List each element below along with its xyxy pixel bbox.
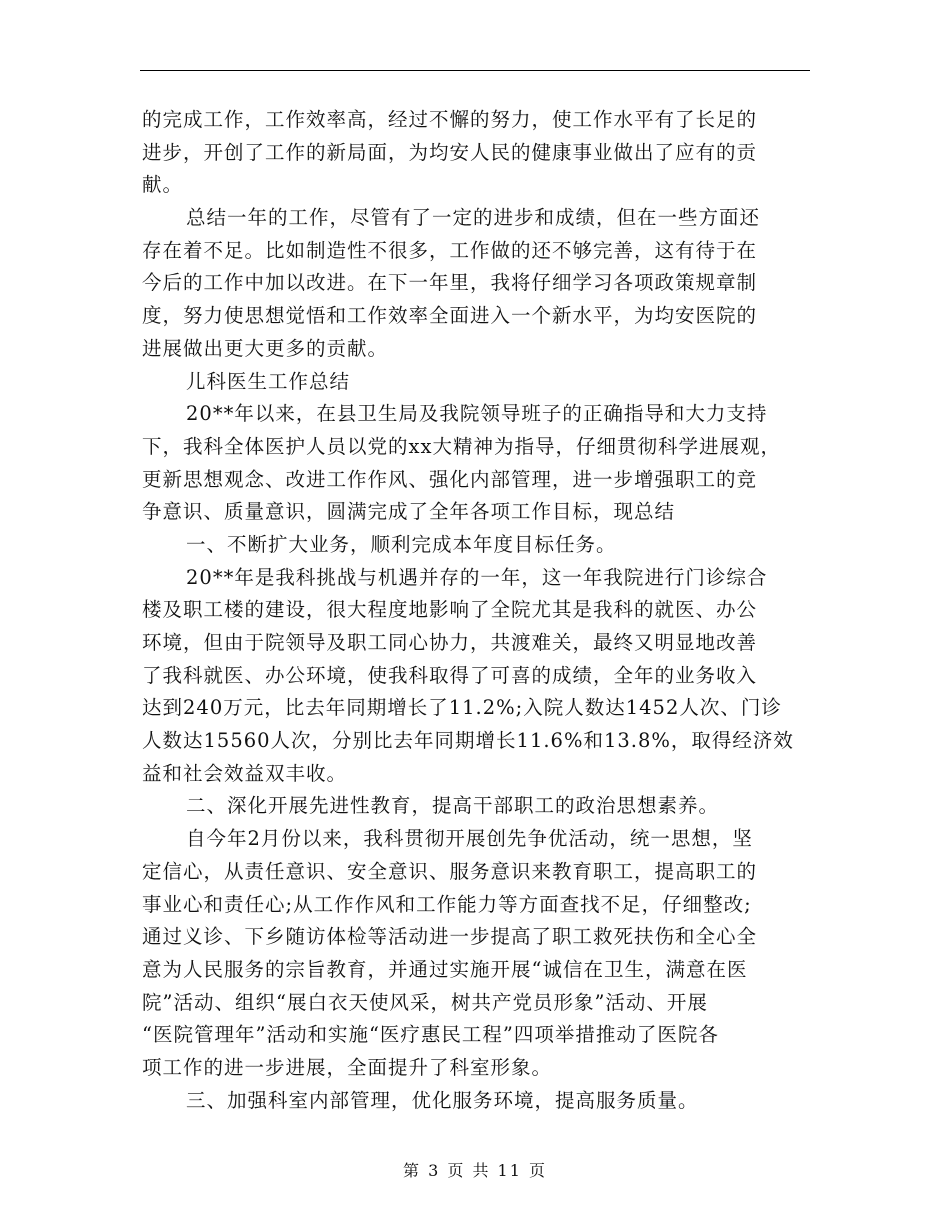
text-line: 总结一年的工作，尽管有了一定的进步和成绩，但在一些方面还	[186, 206, 761, 230]
text-line: 通过义诊、下乡随访体检等活动进一步提高了职工救死扶伤和全心全	[142, 925, 758, 949]
text-line: 事业心和责任心;从工作作风和工作能力等方面查找不足，仔细整改;	[142, 892, 752, 916]
text-line: 献。	[142, 173, 184, 197]
text-line: 进步，开创了工作的新局面，为均安人民的健康事业做出了应有的贡	[142, 140, 758, 164]
text-line: 自今年2月份以来，我科贯彻开展创先争优活动，统一思想，坚	[186, 827, 753, 851]
text-line: 20**年是我科挑战与机遇并存的一年，这一年我院进行门诊综合	[186, 565, 768, 589]
text-line: 争意识、质量意识，圆满完成了全年各项工作目标，现总结	[142, 500, 676, 524]
text-line: 三、加强科室内部管理，优化服务环境，提高服务质量。	[186, 1088, 699, 1112]
page-footer: 第 3 页 共 11 页	[403, 1161, 547, 1180]
text-line: 环境，但由于院领导及职工同心协力，共渡难关，最终又明显地改善	[142, 631, 758, 654]
text-line: 意为人民服务的宗旨教育，并通过实施开展“诚信在卫生，满意在医	[142, 957, 748, 981]
text-line: 一、不断扩大业务，顺利完成本年度目标任务。	[186, 532, 617, 556]
text-line: 达到240万元，比去年同期增长了11.2%;入院人数达1452人次、门诊	[142, 696, 782, 720]
text-line: 存在着不足。比如制造性不很多，工作做的还不够完善，这有待于在	[142, 238, 758, 262]
text-line: 项工作的进一步进展，全面提升了科室形象。	[142, 1055, 553, 1079]
text-line: 进展做出更大更多的贡献。	[142, 336, 389, 360]
text-line: 院”活动、组织“展白衣天使风采，树共产党员形象”活动、开展	[142, 990, 708, 1014]
text-line: “医院管理年”活动和实施“医疗惠民工程”四项举措推动了医院各	[142, 1023, 719, 1047]
text-line: 人数达15560人次，分别比去年同期增长11.6%和13.8%，取得经济效	[142, 729, 794, 753]
text-line: 益和社会效益双丰收。	[142, 761, 348, 785]
text-line: 度，努力使思想觉悟和工作效率全面进入一个新水平，为均安医院的	[142, 304, 758, 328]
document-body	[142, 104, 810, 1117]
text-line: 20**年以来，在县卫生局及我院领导班子的正确指导和大力支持	[186, 402, 768, 426]
text-line: 楼及职工楼的建设，很大程度地影响了全院尤其是我科的就医、办公	[142, 598, 758, 622]
text-line: 定信心，从责任意识、安全意识、服务意识来教育职工，提高职工的	[142, 859, 758, 883]
text-line: 今后的工作中加以改进。在下一年里，我将仔细学习各项政策规章制	[142, 271, 758, 295]
text-line: 儿科医生工作总结	[186, 369, 351, 393]
text-line: 二、深化开展先进性教育，提高干部职工的政治思想素养。	[186, 794, 720, 818]
text-line: 更新思想观念、改进工作作风、强化内部管理，进一步增强职工的竞	[142, 467, 758, 491]
text-line: 下，我科全体医护人员以党的xx大精神为指导，仔细贯彻科学进展观，	[142, 434, 781, 458]
header-rule	[140, 70, 810, 71]
text-line: 了我科就医、办公环境，使我科取得了可喜的成绩，全年的业务收入	[142, 663, 758, 687]
text-line: 的完成工作，工作效率高，经过不懈的努力，使工作水平有了长足的	[142, 108, 758, 131]
